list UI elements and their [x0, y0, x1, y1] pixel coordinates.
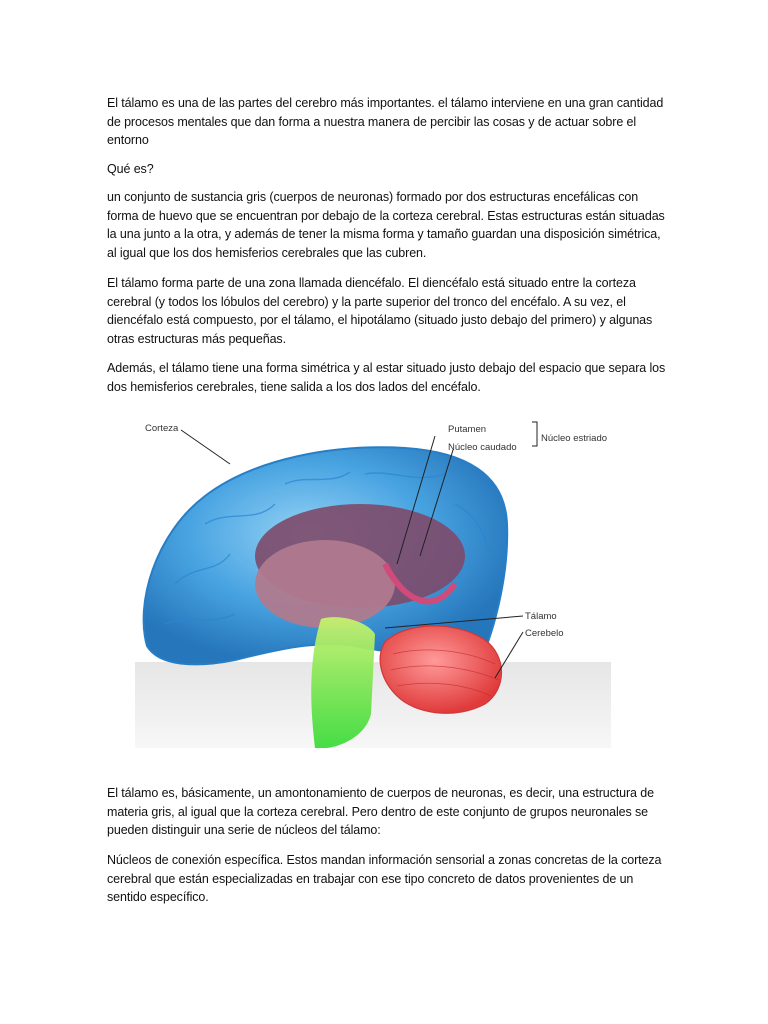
brain-illustration — [135, 414, 611, 748]
diencephalon-paragraph: El tálamo forma parte de una zona llamada diencéfalo. El diencéfalo está situado entre la corteza cerebral (y todos los lóbulos del cerebro) y la parte superior del tronco del encéfalo. A su vez, el diencéfalo está compuesto, por el tálamo, el hipotálamo (situado justo debajo del primero) y algunas otras estructuras más pequeñas. — [107, 276, 653, 346]
label-corteza: Corteza — [145, 423, 179, 434]
label-putamen: Putamen — [448, 424, 487, 435]
label-nucleo-caudado: Núcleo caudado — [448, 442, 517, 453]
floor-surface — [135, 662, 611, 748]
definition-paragraph: un conjunto de sustancia gris (cuerpos de neuronas) formado por dos estructuras encefálicas con forma de huevo que se encuentran por debajo de la corteza cerebral. Estas estructuras están situadas la una junto a la otra, y además de tener la misma forma y tamaño guardan una disposición simétrica, al igual que los dos hemisferios cerebrales que las cubren. — [107, 190, 665, 260]
label-talamo: Tálamo — [525, 611, 557, 622]
nuclei-paragraph: El tálamo es, básicamente, un amontonamiento de cuerpos de neuronas, es decir, una estructura de materia gris, al igual que la corteza cerebral. Pero dentro de este conjunto de grupos neuronales se pueden distinguir una serie de núcleos del tálamo: — [107, 786, 654, 837]
intro-paragraph: El tálamo es una de las partes del cerebro más importantes. el tálamo interviene en una gran cantidad de procesos mentales que dan forma a nuestra manera de percibir las cosas y de actuar sobre el entorno — [107, 96, 664, 147]
label-cerebelo: Cerebelo — [525, 628, 564, 639]
brain-anatomy-figure — [135, 414, 611, 748]
label-nucleo-estriado: Núcleo estriado — [541, 433, 608, 444]
symmetry-paragraph: Además, el tálamo tiene una forma simétrica y al estar situado justo debajo del espacio que separa los dos hemisferios cerebrales, tiene salida a los dos lados del encéfalo. — [107, 361, 666, 394]
specific-nuclei-paragraph: Núcleos de conexión específica. Estos mandan información sensorial a zonas concretas de la corteza cerebral que están especializadas en trabajar con ese tipo concreto de datos provenientes de un sentido específico. — [107, 853, 662, 904]
question-heading: Qué es? — [107, 162, 154, 176]
putamen-shape — [255, 540, 395, 628]
